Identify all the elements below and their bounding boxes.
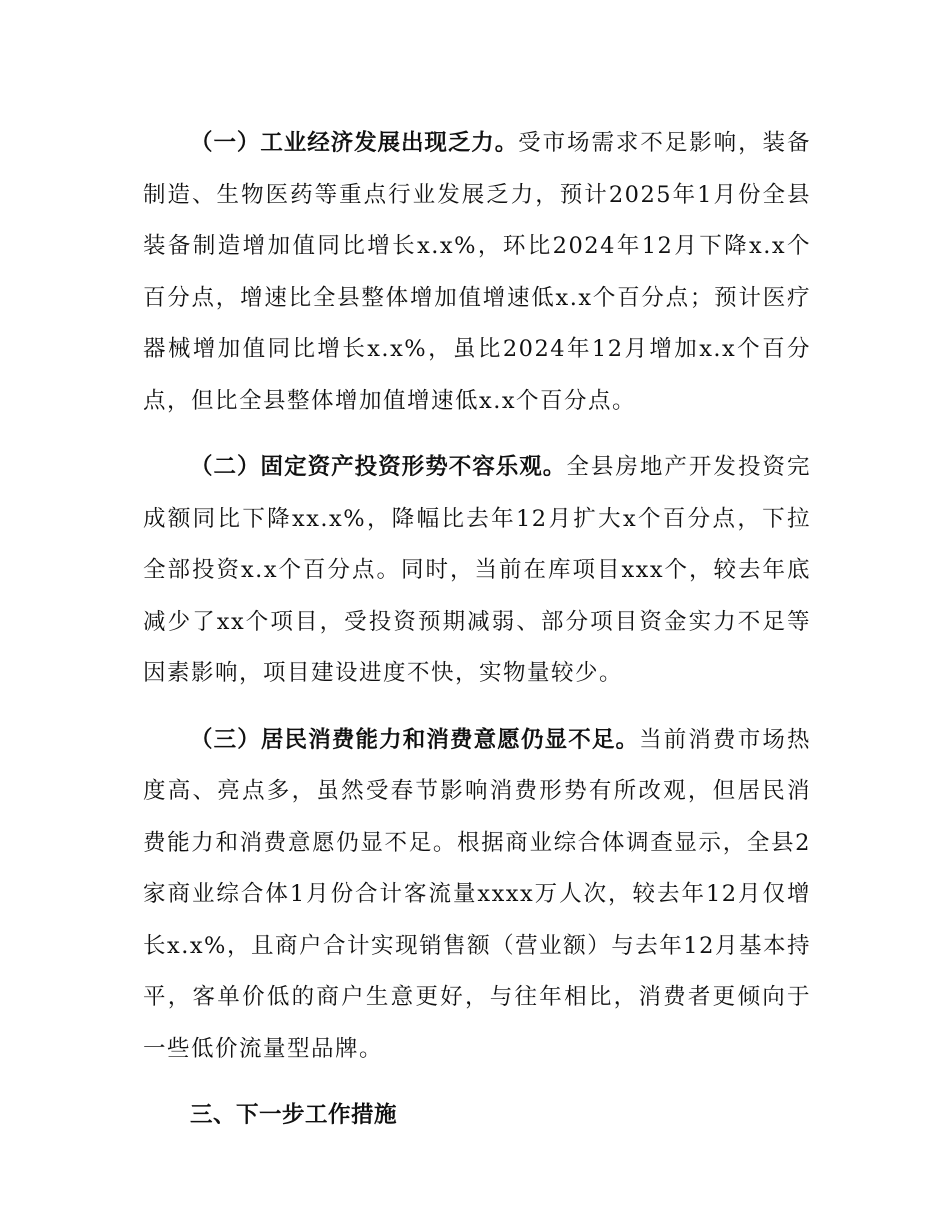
paragraph-text: 当前消费市场热度高、亮点多，虽然受春节影响消费形势有所改观，但居民消费能力和消费意愿仍显不足。根据商业综合体调查显示，全县2家商业综合体1月份合计客流量xxxx万人次，较去年12月仅增长x.x%，且商户合计实现销售额（营业额）与去年12月基本持平，客单价低的商户生意更好，与往年相比，消费者更倾向于一些低价流量型品牌。 bbox=[143, 726, 811, 1062]
paragraph-fixed-asset-investment bbox=[143, 442, 811, 700]
paragraph-text: 全县房地产开发投资完成额同比下降xx.x%，降幅比去年12月扩大x个百分点，下拉全部投资x.x个百分点。同时，当前在库项目xxx个，较去年底减少了xx个项目，受投资预期减弱、部分项目资金实力不足等因素影响，项目建设进度不快，实物量较少。 bbox=[143, 454, 811, 686]
paragraph-industrial-economy bbox=[143, 118, 811, 427]
document-body bbox=[143, 118, 811, 1142]
paragraph-lead: （二）固定资产投资形势不容乐观。 bbox=[190, 454, 567, 480]
paragraph-text: 受市场需求不足影响，装备制造、生物医药等重点行业发展乏力，预计2025年1月份全县装备制造增加值同比增长x.x%，环比2024年12月下降x.x个百分点，增速比全县整体增加值增速低x.x个百分点；预计医疗器械增加值同比增长x.x%，虽比2024年12月增加x.x个百分点，但比全县整体增加值增速低x.x个百分点。 bbox=[143, 130, 811, 414]
section-heading: 三、下一步工作措施 bbox=[190, 1102, 398, 1128]
paragraph-lead: （一）工业经济发展出现乏力。 bbox=[190, 130, 519, 156]
paragraph-lead: （三）居民消费能力和消费意愿仍显不足。 bbox=[190, 726, 640, 753]
paragraph-resident-consumption bbox=[143, 715, 811, 1076]
